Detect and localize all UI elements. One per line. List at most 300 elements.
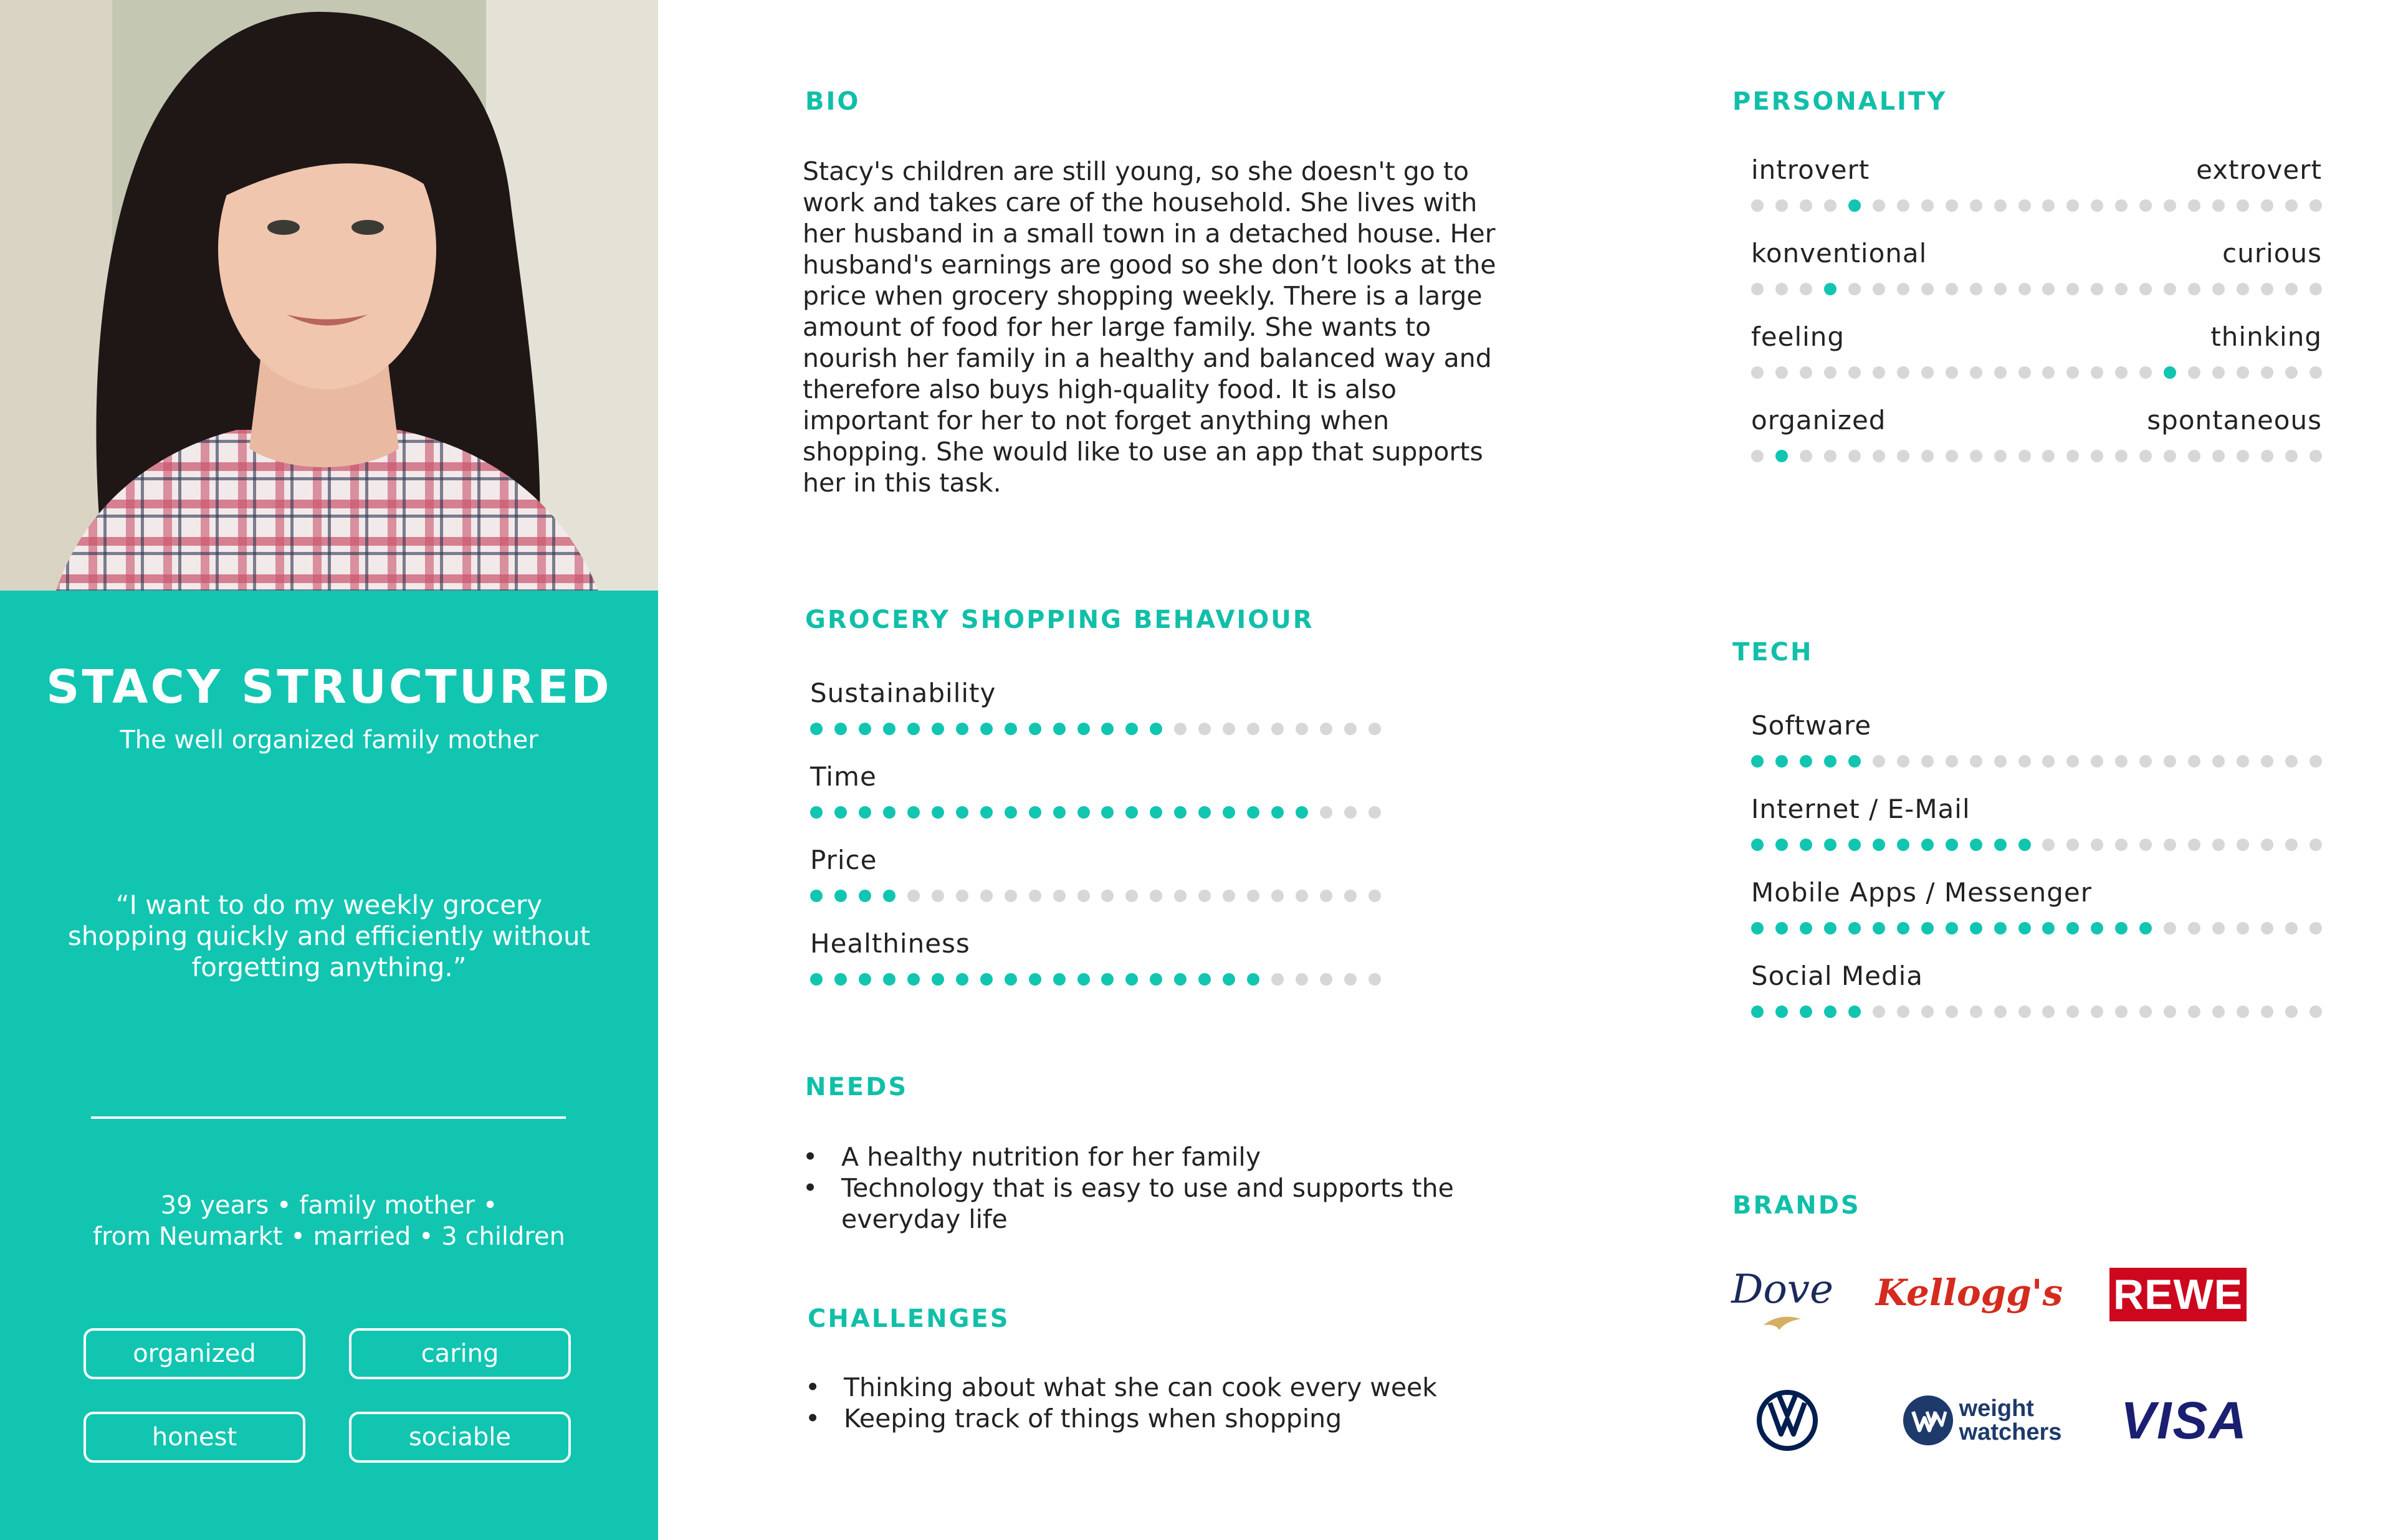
scale-dot-active [1125,723,1138,735]
scale-dot [1368,890,1381,902]
scale-dot-active [883,723,896,735]
scale-label-right: curious [2222,238,2322,269]
scale-dot [1223,723,1235,735]
persona-subtitle: The well organized family mother [120,726,538,754]
scale-dot [1320,723,1332,735]
scale-dot [1873,199,1885,212]
scale-dot-active [1824,1005,1837,1018]
scale-dots [810,806,1381,819]
brands-title: BRANDS [1732,1191,1861,1220]
scale-dot [1921,755,1934,768]
scale-dot-active [980,973,993,986]
scale-dot [2261,450,2273,462]
scale-dot [1077,890,1090,902]
scale-dot-active [1077,723,1090,735]
scale-dot [1344,973,1357,986]
scale-dot [1921,366,1934,379]
scale-dot [2018,1005,2031,1018]
scale-dot [2237,1005,2249,1018]
scale-dot-active [1848,922,1861,934]
scale-label-left: Price [810,845,877,875]
scale-dot-active [859,973,871,986]
scale-dot [1921,199,1934,212]
scale-dot [1296,973,1308,986]
scale-dot-active [1005,723,1017,735]
scale-dot [2139,283,2152,295]
scale-dot [2237,283,2249,295]
scale-dot [2042,450,2055,462]
scale-dot [1174,890,1187,902]
scale-dot [2261,922,2273,934]
scale-dot-active [932,723,944,735]
scale-dots [1751,366,2322,379]
scale-dot [1800,283,1812,295]
scale-dot [1848,366,1861,379]
scale-dot [1994,450,2007,462]
scale-dot-active [1994,839,2007,851]
scale-dot-active [810,890,823,902]
grocery-scale [810,845,1381,902]
scale-dot [2091,199,2103,212]
scale-dot-active [907,723,920,735]
facts-line-2: from Neumarkt • married • 3 children [93,1222,565,1251]
dove-logo: Dove [1726,1258,1838,1339]
scale-dot [1775,283,1788,295]
grocery-scale [810,928,1381,986]
scale-dot-active [810,806,823,819]
scale-dot-active [1005,973,1017,986]
persona-facts [50,1190,608,1252]
tag-honest: honest [84,1412,305,1463]
scale-dot [1897,450,1909,462]
scale-dot-active [956,806,968,819]
scale-dot [2066,755,2079,768]
scale-dot-active [1150,973,1162,986]
scale-dot [2188,922,2200,934]
scale-dot [1320,890,1332,902]
scale-dot [2164,755,2176,768]
scale-dot [2139,450,2152,462]
tech-scale [1751,961,2322,1018]
scale-label-left: Healthiness [810,928,970,959]
scale-dot [1344,723,1357,735]
tech-scale [1751,794,2322,851]
scale-dot [1946,755,1958,768]
scale-dot-active [907,806,920,819]
scale-dot [2188,1005,2200,1018]
scale-dot-active [883,806,896,819]
scale-dot [2115,450,2128,462]
scale-dot [980,890,993,902]
scale-label-right: spontaneous [2147,405,2322,435]
tech-scale [1751,710,2322,768]
divider [91,1116,566,1119]
scale-dot [1174,723,1187,735]
scale-dot-active [1800,839,1812,851]
scale-dot [2212,283,2225,295]
scale-dot [1994,1005,2007,1018]
scale-dot [2091,450,2103,462]
scale-dot [2115,839,2128,851]
scale-label-left: Internet / E-Mail [1751,794,1970,824]
scale-dots [810,890,1381,902]
scale-dot [1800,366,1812,379]
persona-portrait-illustration [0,0,658,591]
scale-dot [1198,890,1211,902]
scale-dot [1247,723,1259,735]
scale-dot-active [1921,922,1934,934]
scale-dot [2018,283,2031,295]
personality-scale [1751,238,2322,295]
scale-dot-active [1150,723,1162,735]
scale-dot-active [1751,1005,1764,1018]
scale-dot-active [1198,806,1211,819]
scale-dot-active [834,973,847,986]
scale-dot [1053,890,1066,902]
scale-dot-active [1077,806,1090,819]
scale-dot-active [1775,755,1788,768]
scale-dot [1296,723,1308,735]
visa-logo: VISA [2120,1390,2248,1450]
challenges-item: • Keeping track of things when shopping [805,1403,1516,1434]
scale-dot-active [1824,922,1837,934]
scale-dot [1970,450,1982,462]
persona-photo [0,0,658,591]
scale-dot [1368,723,1381,735]
scale-dot [956,890,968,902]
scale-dot-active [1775,839,1788,851]
personality-title: PERSONALITY [1732,87,1947,116]
scale-dot [1198,723,1211,735]
scale-dot-active [1077,973,1090,986]
scale-dot [1897,755,1909,768]
scale-dot-active [1824,755,1837,768]
scale-dot [2212,450,2225,462]
scale-dot [2237,922,2249,934]
dove-bird-icon [1760,1313,1804,1331]
persona-name: STACY STRUCTURED [46,660,612,714]
scale-dot [1344,890,1357,902]
scale-dot [2018,366,2031,379]
scale-label-left: Time [810,761,877,792]
scale-dot [1873,366,1885,379]
scale-dot-active [2018,922,2031,934]
scale-label-left: Social Media [1751,961,1924,991]
scale-dot [1848,283,1861,295]
weightwatchers-logo: weight watchers [1894,1384,2069,1457]
scale-dot-active [2091,922,2103,934]
scale-dot [2237,450,2249,462]
scale-dot [1824,450,1837,462]
scale-dot [2115,283,2128,295]
scale-dot-active [1848,839,1861,851]
scale-dot [1775,199,1788,212]
scale-dot [2212,366,2225,379]
scale-dot [2164,1005,2176,1018]
scale-dot [2261,1005,2273,1018]
scale-dot [1125,890,1138,902]
scale-dot [2115,199,2128,212]
scale-dot-active [1247,806,1259,819]
scale-label-right: thinking [2210,321,2322,352]
scale-dot [2164,450,2176,462]
scale-dot [2309,199,2322,212]
scale-dot [1775,366,1788,379]
rewe-logo: REWE [2109,1268,2247,1321]
scale-dot [2212,922,2225,934]
scale-dots [1751,283,2322,295]
scale-dots [1751,199,2322,212]
scale-dot [1897,366,1909,379]
scale-dot [1368,806,1381,819]
scale-dot-active [834,806,847,819]
scale-dot [1873,283,1885,295]
scale-dot [1946,1005,1958,1018]
scale-dot-active [1946,922,1958,934]
scale-dot [2309,839,2322,851]
scale-label-left: organized [1751,405,1886,435]
grocery-scale [810,761,1381,819]
scale-dot [1824,199,1837,212]
scale-dot-active [1053,723,1066,735]
scale-dot-active [810,723,823,735]
facts-line-1: 39 years • family mother • [160,1191,498,1220]
scale-dot [2164,839,2176,851]
scale-dot [2188,450,2200,462]
scale-dot [2115,755,2128,768]
scale-dot [1271,890,1284,902]
scale-dot-active [1800,1005,1812,1018]
scale-dot [1320,973,1332,986]
scale-dot [2261,839,2273,851]
scale-dots [1751,450,2322,462]
scale-dot [1800,450,1812,462]
scale-dot-active [1125,973,1138,986]
scale-dot-active [2139,922,2152,934]
tech-title: TECH [1732,638,1813,667]
scale-dot [2091,839,2103,851]
scale-dot [2139,366,2152,379]
scale-dot [1800,199,1812,212]
scale-dot-active [1824,839,1837,851]
scale-dot [2237,755,2249,768]
scale-dot-active [1271,806,1284,819]
scale-dot [2188,839,2200,851]
scale-label-left: feeling [1751,321,1845,352]
scale-dot [2066,283,2079,295]
scale-dot-active [1751,839,1764,851]
scale-dot [2066,366,2079,379]
scale-dot [1994,366,2007,379]
scale-dot [1921,450,1934,462]
scale-dot [2066,839,2079,851]
scale-dot [1921,283,1934,295]
scale-dot-active [932,973,944,986]
scale-dot [1970,755,1982,768]
scale-dot-active [1824,283,1837,295]
scale-dot [1368,973,1381,986]
scale-dots [1751,922,2322,934]
scale-dot [1005,890,1017,902]
scale-dot [932,890,944,902]
scale-dot [1751,199,1764,212]
scale-dot [2188,283,2200,295]
scale-dot-active [1848,1005,1861,1018]
tag-organized: organized [84,1328,305,1379]
scale-label-left: Sustainability [810,678,996,708]
scale-dot-active [1198,973,1211,986]
scale-dot [2139,199,2152,212]
scale-dot [2042,1005,2055,1018]
scale-dot-active [1775,450,1788,462]
challenges-title: CHALLENGES [808,1305,1010,1333]
scale-dot-active [1150,806,1162,819]
scale-dot-active [859,723,871,735]
scale-dot [2042,755,2055,768]
scale-dot [2309,283,2322,295]
scale-dot [2285,755,2298,768]
scale-label-left: Mobile Apps / Messenger [1751,877,2092,908]
scale-dot [2285,199,2298,212]
scale-dot [2285,922,2298,934]
scale-dot [2164,922,2176,934]
scale-dot [2066,1005,2079,1018]
scale-dot [2285,450,2298,462]
ww-circle-icon [1902,1394,1954,1447]
scale-dot [1994,755,2007,768]
scale-dot-active [1994,922,2007,934]
scale-dot [2066,450,2079,462]
scale-dots [1751,839,2322,851]
scale-dot [1296,890,1308,902]
scale-label-right: extrovert [2196,154,2322,185]
scale-dot-active [1751,922,1764,934]
scale-dots [810,973,1381,986]
scale-dot [2042,366,2055,379]
persona-quote: “I want to do my weekly grocery shopping quickly and efficiently without forgetting anything.” [67,890,591,982]
scale-dot [1897,199,1909,212]
scale-dot [2164,199,2176,212]
scale-dot [1946,366,1958,379]
scale-dot [1223,890,1235,902]
scale-dot [1150,890,1162,902]
scale-dot [2018,199,2031,212]
scale-dot [1751,450,1764,462]
scale-dot [2309,450,2322,462]
scale-dot [2091,1005,2103,1018]
scale-dot [2309,922,2322,934]
scale-dot-active [1296,806,1308,819]
scale-dot [2237,199,2249,212]
scale-dot-active [1223,973,1235,986]
personality-scale [1751,405,2322,462]
needs-item: • A healthy nutrition for her family [803,1141,1513,1172]
scale-dot [2261,199,2273,212]
scale-dot [1946,199,1958,212]
scale-dot-active [834,890,847,902]
scale-dot [1897,1005,1909,1018]
scale-dot [1970,366,1982,379]
scale-dot [1101,890,1114,902]
scale-dot [2164,283,2176,295]
scale-dot-active [907,973,920,986]
scale-dot [2285,1005,2298,1018]
needs-list [803,1141,1513,1235]
scale-dot-active [2042,922,2055,934]
scale-dot-active [883,973,896,986]
scale-dot [2309,366,2322,379]
needs-item: • Technology that is easy to use and supports the everyday life [803,1172,1513,1235]
scale-dot [2115,366,2128,379]
scale-dot-active [1800,755,1812,768]
scale-dot [2115,1005,2128,1018]
scale-dot [1824,366,1837,379]
personality-scale [1751,154,2322,212]
scale-dot [1946,283,1958,295]
scale-dot-active [932,806,944,819]
scale-dot-active [1873,839,1885,851]
scale-dot [2188,366,2200,379]
scale-dot-active [980,806,993,819]
scale-dot-active [1751,755,1764,768]
scale-dot-active [2115,922,2128,934]
scale-dot [2139,755,2152,768]
scale-dot [2212,199,2225,212]
scale-dot-active [1970,922,1982,934]
scale-dot-active [1946,839,1958,851]
tech-scale [1751,877,2322,934]
scale-dot [1921,1005,1934,1018]
scale-dot-active [1174,806,1187,819]
scale-dot [2212,1005,2225,1018]
scale-dot [2285,839,2298,851]
scale-dot-active [1125,806,1138,819]
scale-dot-active [980,723,993,735]
scale-dot-active [1970,839,1982,851]
scale-dot [1994,283,2007,295]
scale-dot [1873,755,1885,768]
scale-dot-active [1897,922,1909,934]
scale-dot-active [859,806,871,819]
scale-dot [1946,450,1958,462]
scale-dot-active [1921,839,1934,851]
scale-dot [2018,450,2031,462]
scale-dot-active [1101,723,1114,735]
scale-dot [2139,1005,2152,1018]
scale-dot [1970,199,1982,212]
scale-dot-active [1775,922,1788,934]
scale-dot-active [1223,806,1235,819]
scale-dot [2091,366,2103,379]
scale-dot-active [2018,839,2031,851]
scale-dot [1271,973,1284,986]
scale-dot [1873,450,1885,462]
scale-dot [2212,755,2225,768]
scale-dot [1897,283,1909,295]
scale-dot-active [2164,366,2176,379]
scale-dots [1751,755,2322,768]
bio-text: Stacy's children are still young, so she doesn't go to work and takes care of the household. She lives with her husband in a small town in a detached house. Her husband's earnings are good so she don’t looks at the price when grocery shopping weekly. There is a large amount of food for her large family. She wants to nourish her family in a healthy and balanced way and therefore also buys high-quality food. It is also important for her to not forget anything when shopping. She would like to use an app that supports her in this task. [803,156,1496,498]
scale-dot [2188,199,2200,212]
scale-dot [1029,890,1041,902]
scale-dot [2139,839,2152,851]
scale-dot-active [1029,723,1041,735]
scale-dot-active [1053,973,1066,986]
scale-dot-active [1053,806,1066,819]
scale-dot [1320,806,1332,819]
scale-dot [2091,755,2103,768]
scale-dot-active [1174,973,1187,986]
